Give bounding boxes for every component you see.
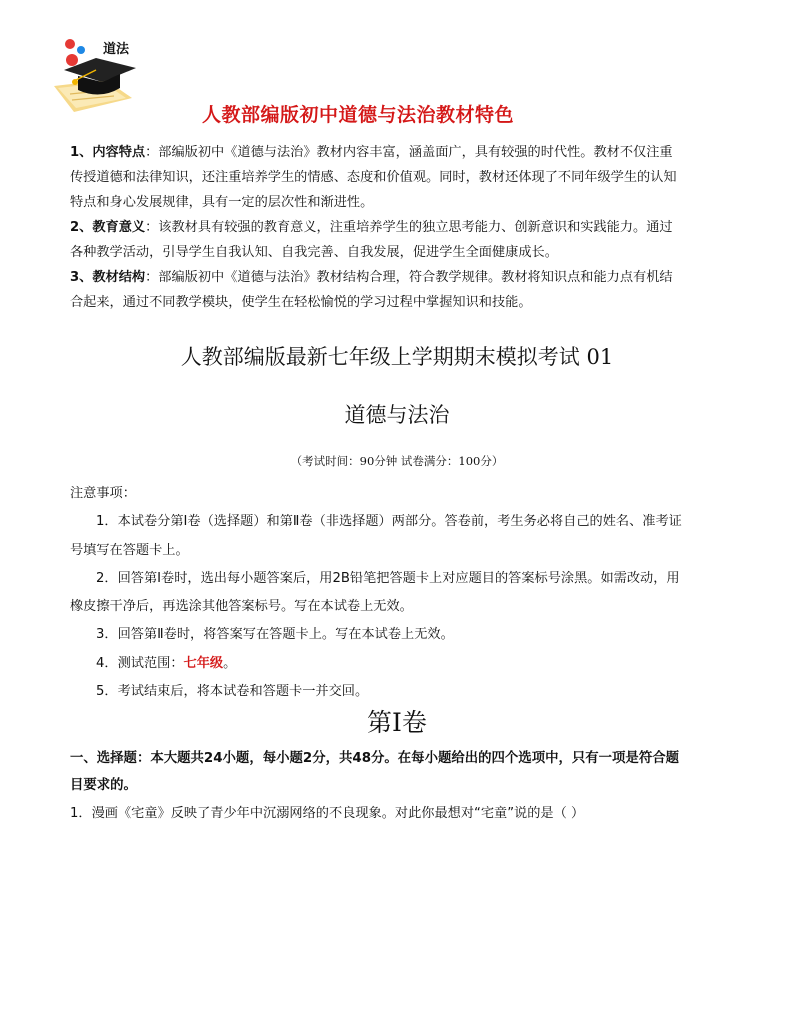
exam-info: （考试时间：90分钟 试卷满分：100分） — [290, 454, 504, 468]
feature-label: 2、教育意义 — [70, 220, 146, 235]
feature-content — [70, 140, 682, 215]
exam-subject: 道德与法治 — [344, 403, 450, 427]
note-item: 5．考试结束后，将本试卷和答题卡一并交回。 — [96, 684, 369, 700]
feature-text: ：该教材具有较强的教育意义，注重培养学生的独立思考能力、创新意识和实践能力。通过各种教学活动，引导学生自我认知、自我完善、自我发展，促进学生全面健康成长。 — [70, 220, 673, 260]
section-text: 一、选择题：本大题共24小题，每小题2分，共48分。在每小题给出的四个选项中，只有一项是符合题目要求的。 — [70, 751, 679, 793]
textbook-features — [70, 140, 682, 315]
feature-text: ：部编版初中《道德与法治》教材结构合理，符合教学规律。教材将知识点和能力点有机结合起来，通过不同教学模块，使学生在轻松愉悦的学习过程中掌握知识和技能。 — [70, 270, 673, 310]
logo-label: 道法 — [103, 42, 130, 57]
logo — [50, 34, 144, 118]
question-list — [70, 800, 682, 828]
notes-heading: 注意事项： — [70, 486, 136, 501]
note-item — [70, 650, 682, 678]
feature-label: 3、教材结构 — [70, 270, 146, 285]
feature-structure — [70, 265, 682, 315]
feature-text: ：部编版初中《道德与法治》教材内容丰富，涵盖面广，具有较强的时代性。教材不仅注重传授道德和法律知识，还注重培养学生的情感、态度和价值观。同时，教材还体现了不同年级学生的认知特点和身心发展规律，具有一定的层次性和渐进性。 — [70, 145, 677, 210]
note-scope-value: 七年级 — [183, 655, 224, 671]
volume-title: 第Ⅰ卷 — [367, 708, 427, 737]
feature-label: 1、内容特点 — [70, 145, 146, 160]
question-item: 1．漫画《宅童》反映了青少年中沉溺网络的不良现象。对此你最想对“宅童”说的是（ ） — [70, 806, 585, 821]
note-item: 3．回答第Ⅱ卷时，将答案写在答题卡上。写在本试卷上无效。 — [96, 627, 454, 643]
note-scope-prefix: 4．测试范围： — [96, 655, 184, 671]
note-scope-suffix: 。 — [223, 655, 237, 671]
note-item: 1．本试卷分第Ⅰ卷（选择题）和第Ⅱ卷（非选择题）两部分。答卷前，考生务必将自己的姓名、准考证号填写在答题卡上。 — [70, 514, 682, 558]
exam-notes — [70, 480, 682, 706]
note-item: 2．回答第Ⅰ卷时，选出每小题答案后，用2B铅笔把答题卡上对应题目的答案标号涂黑。如需改动，用橡皮擦干净后，再选涂其他答案标号。写在本试卷上无效。 — [70, 570, 680, 615]
feature-education — [70, 215, 682, 265]
banner-title: 人教部编版初中道德与法治教材特色 — [202, 104, 515, 126]
section-heading — [70, 745, 682, 799]
exam-title: 人教部编版最新七年级上学期期末模拟考试 01 — [180, 345, 614, 369]
graduation-cap-icon — [50, 34, 144, 118]
